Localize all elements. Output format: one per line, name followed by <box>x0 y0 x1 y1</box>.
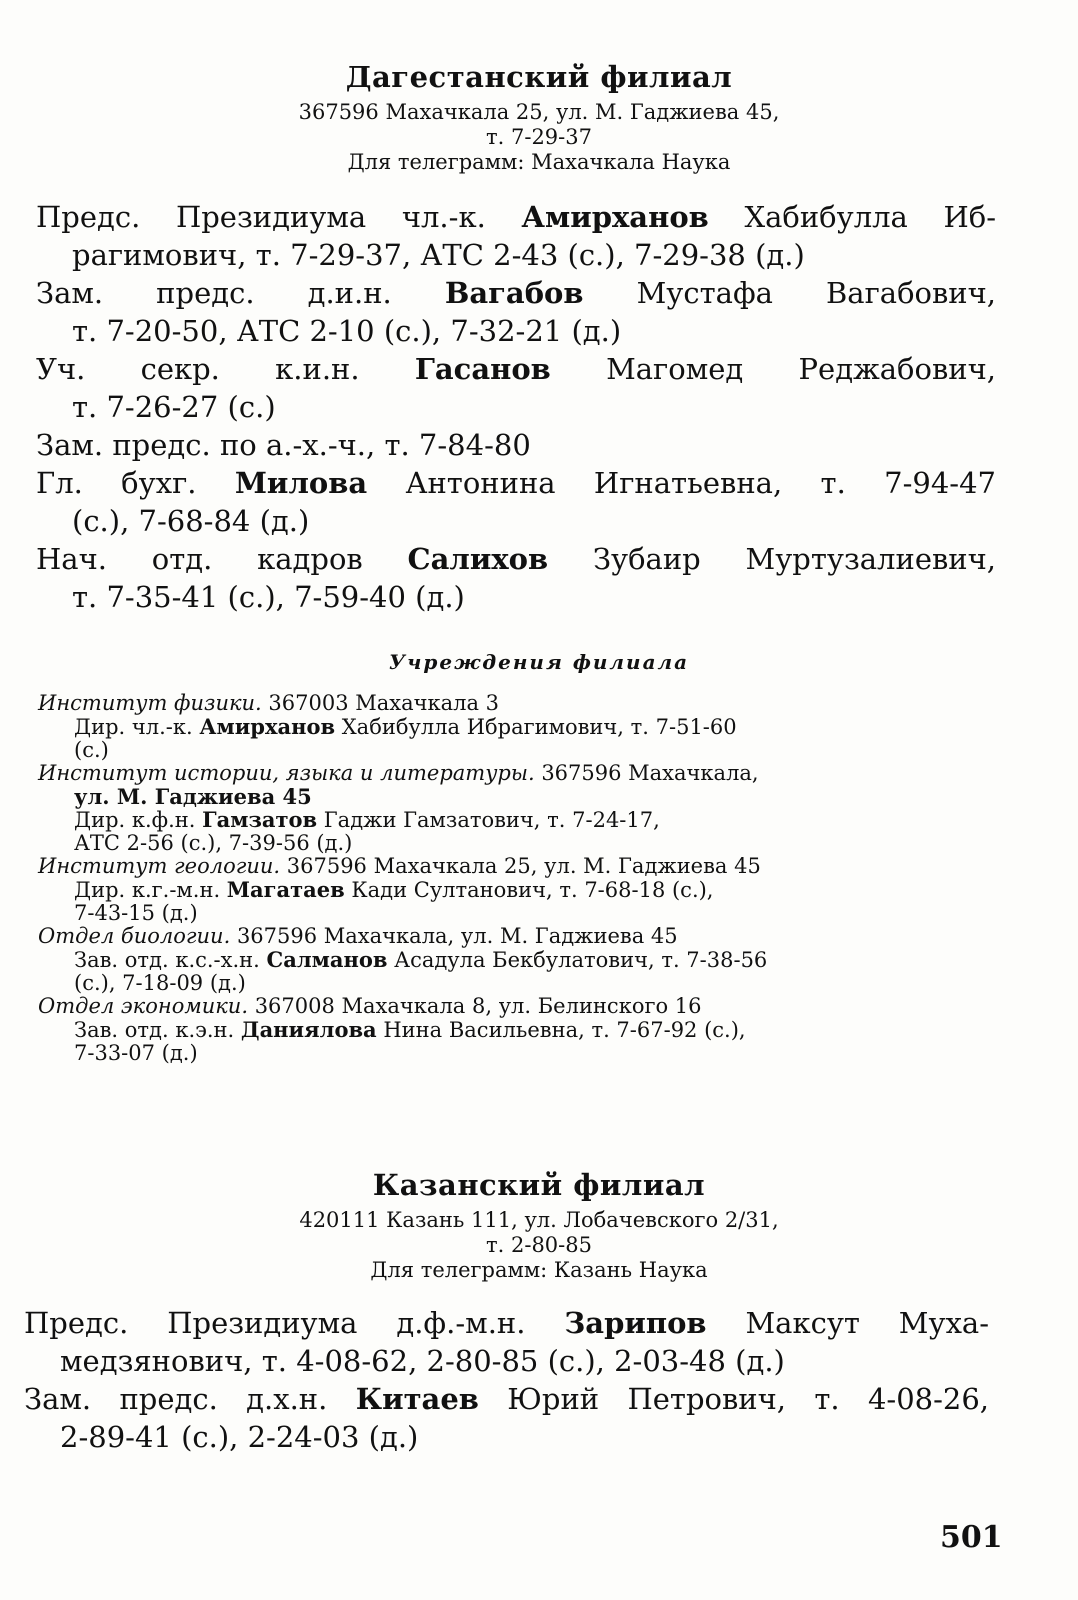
staff-entry: Нач. отд. кадров Салихов Зубаир Муртузалиевич, т. 7-35-41 (с.), 7-59-40 (д.) <box>36 542 997 614</box>
section-title: Дагестанский филиал <box>345 60 733 94</box>
staff-entry: Зам. предс. д.и.н. Вагабов Мустафа Вагабович, т. 7-20-50, АТС 2-10 (с.), 7-32-21 (д.) <box>36 276 997 348</box>
address-line: 420111 Казань 111, ул. Лобачевского 2/31, <box>299 1208 779 1232</box>
institution-entry: Отдел биологии. 367596 Махачкала, ул. М. Гаджиева 45 Зав. отд. к.с.-х.н. Салманов Асадула Бекбулатович, т. 7-38-56 (с.), 7-18-09 (д.) <box>38 924 768 995</box>
staff-list <box>24 1304 989 1456</box>
section-title: Казанский филиал <box>372 1168 706 1202</box>
kazan-header <box>0 1168 1078 1283</box>
phone-line: т. 2-80-85 <box>486 1233 592 1257</box>
institutions-list <box>38 692 1028 1065</box>
address-line: 367596 Махачкала 25, ул. М. Гаджиева 45, <box>298 100 780 124</box>
institutions-heading: Учреждения филиала <box>388 650 690 674</box>
staff-entry: Предс. Президиума д.ф.-м.н. Зарипов Максут Муха- медзянович, т. 4-08-62, 2-80-85 (с.), 2-03-48 (д.) <box>24 1306 990 1378</box>
phone-line: т. 7-29-37 <box>486 125 592 149</box>
institution-entry: Институт истории, языка и литературы. 367596 Махачкала, ул. М. Гаджиева 45 Дир. к.ф.н. Гамзатов Гаджи Гамзатович, т. 7-24-17, АТС 2-56 (с.), 7-39-56 (д.) <box>38 761 759 855</box>
staff-entry: Гл. бухг. Милова Антонина Игнатьевна, т. 7-94-47 (с.), 7-68-84 (д.) <box>36 466 996 538</box>
staff-entry: Зам. предс. д.х.н. Китаев Юрий Петрович, т. 4-08-26, 2-89-41 (с.), 2-24-03 (д.) <box>24 1382 990 1454</box>
page-number: 501 <box>940 1520 1003 1555</box>
staff-entry: Предс. Президиума чл.-к. Амирханов Хабибулла Иб- рагимович, т. 7-29-37, АТС 2-43 (с.), 7-29-38 (д.) <box>36 200 997 272</box>
staff-entry: Зам. предс. по а.-х.-ч., т. 7-84-80 <box>36 428 531 462</box>
institution-entry: Институт геологии. 367596 Махачкала 25, ул. М. Гаджиева 45 Дир. к.г.-м.н. Магатаев Кади Султанович, т. 7-68-18 (с.), 7-43-15 (д.) <box>38 854 761 925</box>
telegram-line: Для телеграмм: Махачкала Наука <box>347 150 731 174</box>
staff-entry: Уч. секр. к.и.н. Гасанов Магомед Реджабович, т. 7-26-27 (с.) <box>36 352 996 424</box>
dagestan-header <box>0 60 1078 175</box>
staff-list <box>36 198 996 616</box>
institution-entry: Отдел экономики. 367008 Махачкала 8, ул. Белинского 16 Зав. отд. к.э.н. Даниялова Нина Васильевна, т. 7-67-92 (с.), 7-33-07 (д.) <box>38 994 746 1065</box>
institution-entry: Институт физики. 367003 Махачкала 3 Дир. чл.-к. Амирханов Хабибулла Ибрагимович, т. 7-51-60 (с.) <box>38 691 737 762</box>
telegram-line: Для телеграмм: Казань Наука <box>370 1258 708 1282</box>
